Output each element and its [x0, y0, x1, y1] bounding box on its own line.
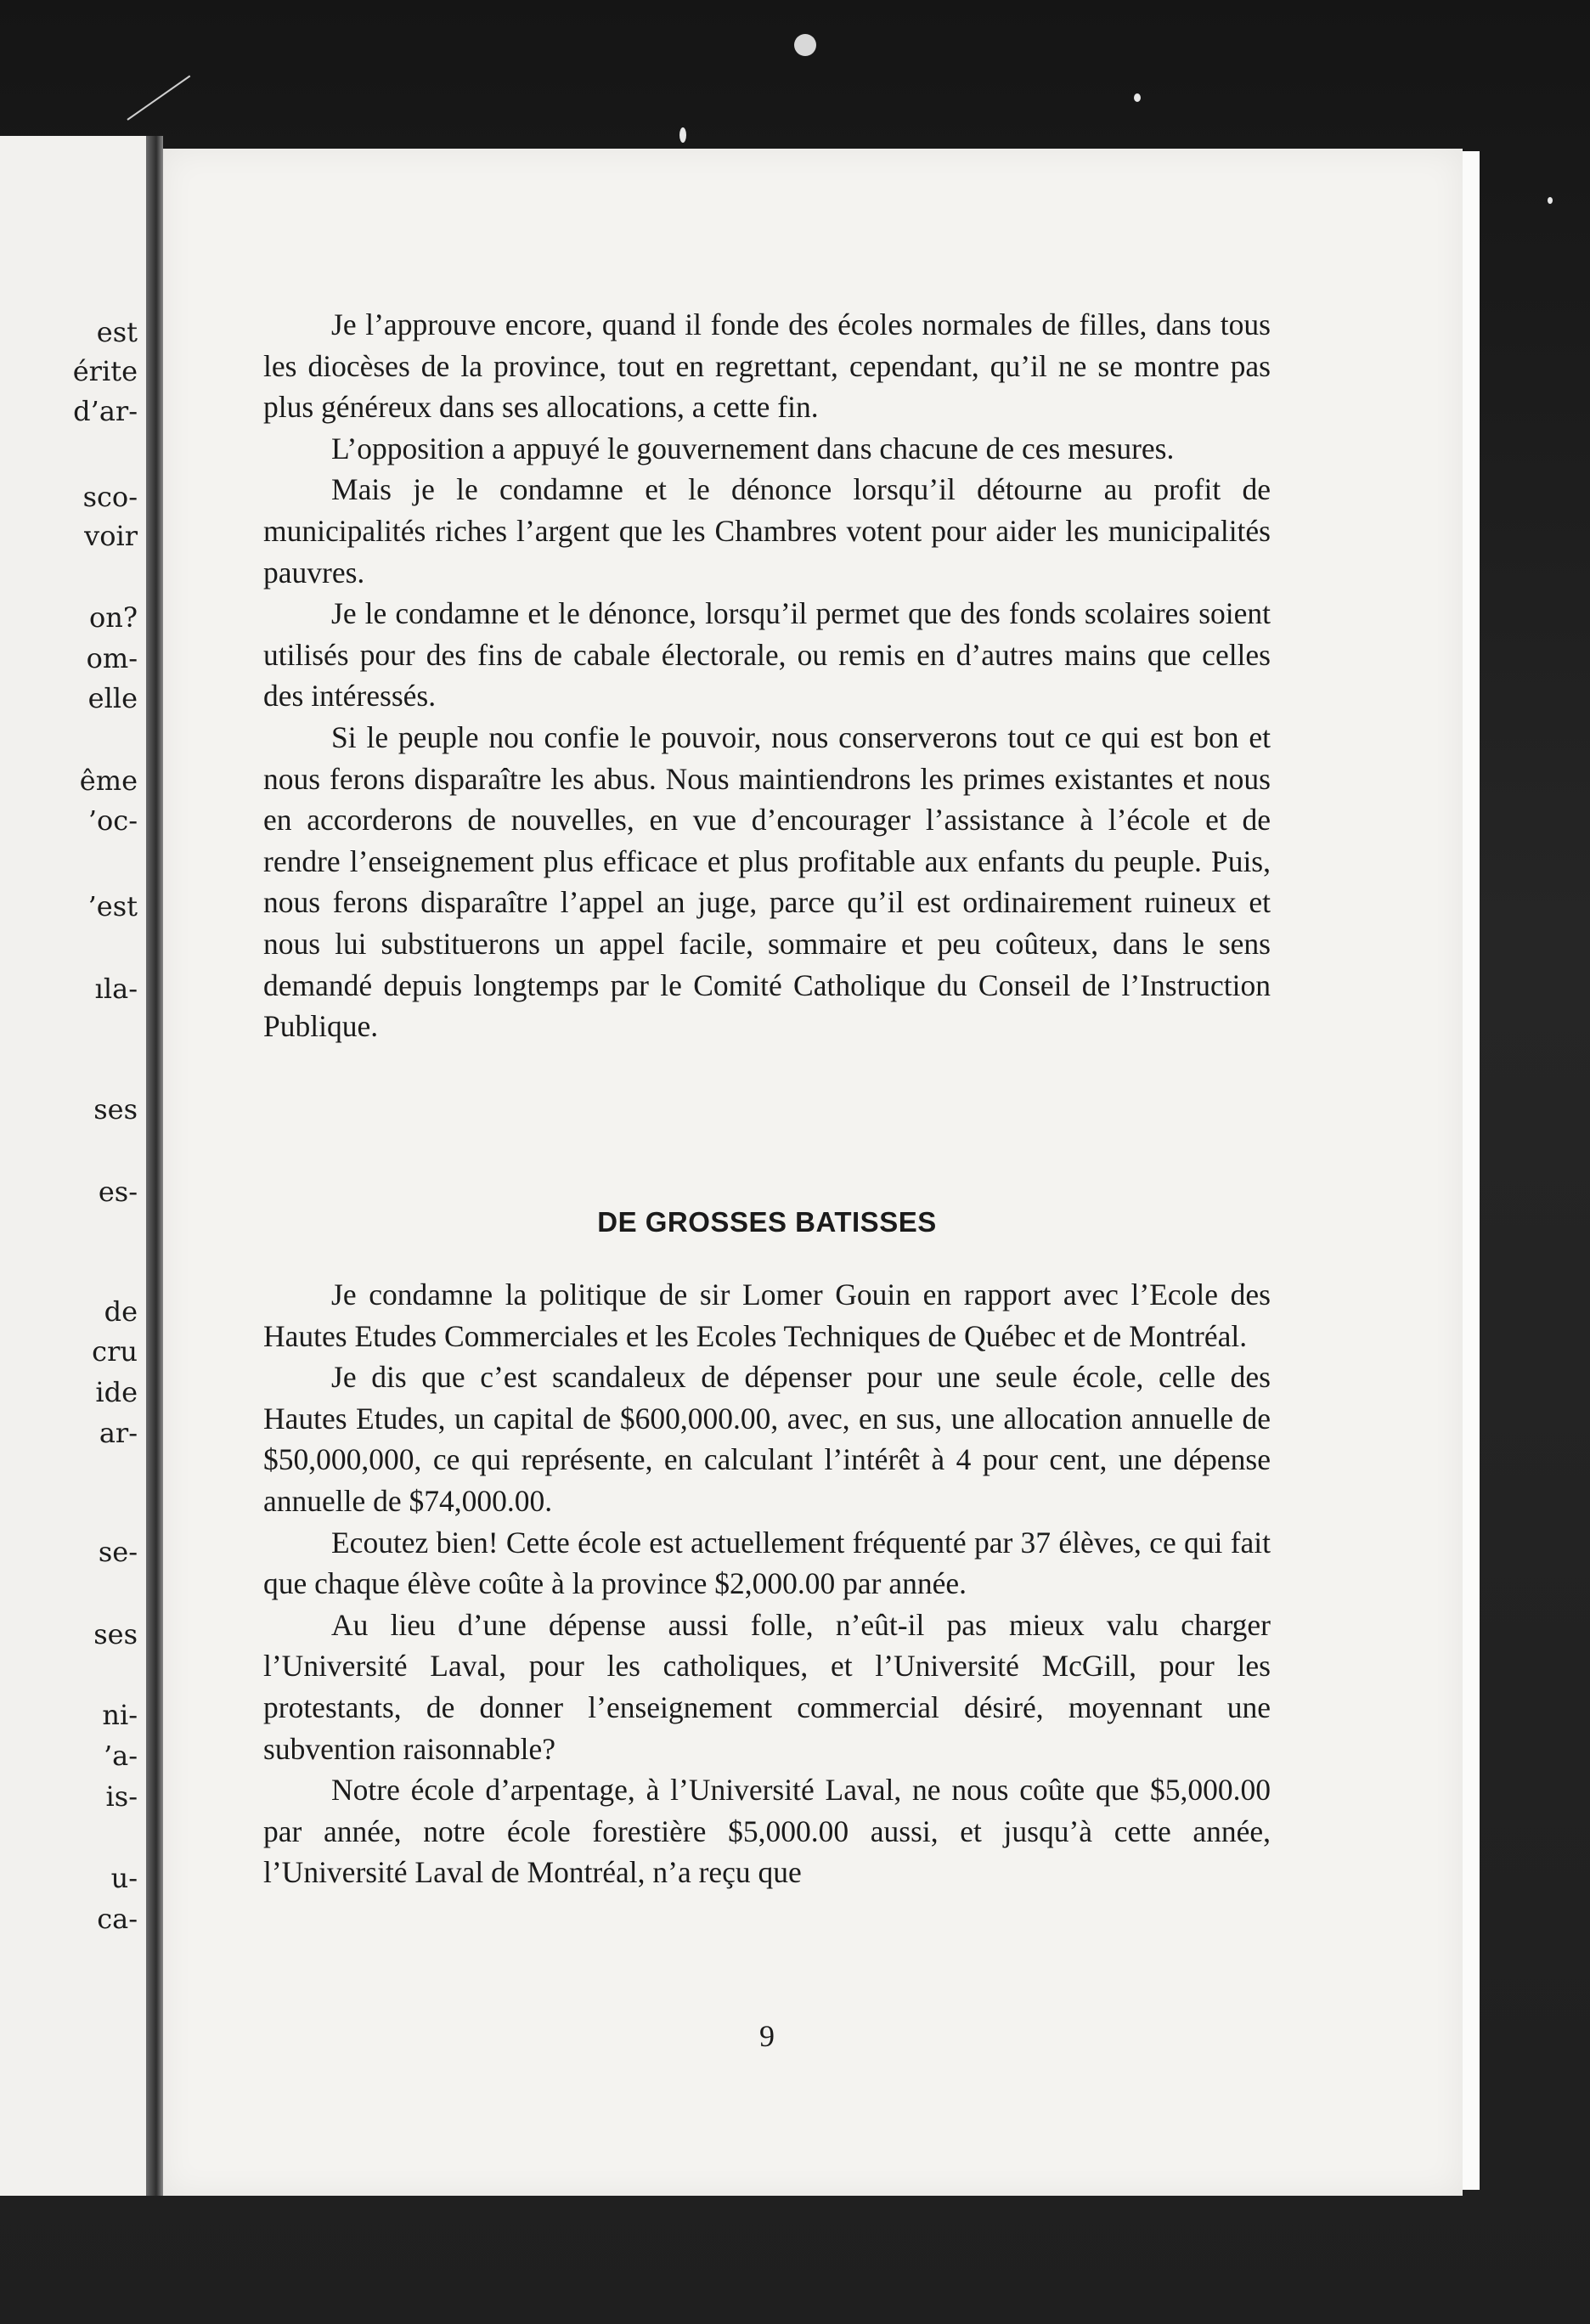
left-fragment: cru	[92, 1335, 138, 1368]
left-fragment: ca-	[97, 1903, 138, 1935]
left-fragment: est	[96, 316, 138, 348]
paragraph: Mais je le condamne et le dénonce lorsqu’il détourne au profit de municipalités riches l’argent que les Chambres votent pour aider les municipalités pauvres.	[263, 472, 1271, 589]
left-fragment: ’est	[87, 890, 138, 922]
left-fragment: ni-	[102, 1699, 138, 1731]
paragraph: Je le condamne et le dénonce, lorsqu’il permet que des fonds scolaires soient utilisés pour des fins de cabale électorale, ou remis en d’autres mains que celles des intéressés.	[263, 596, 1271, 714]
page-number: 9	[759, 2019, 775, 2053]
page-edge	[1463, 151, 1480, 2190]
left-fragment: es-	[98, 1176, 138, 1208]
section-heading: DE GROSSES BATISSES	[597, 1206, 937, 1238]
left-fragment: ar-	[99, 1417, 138, 1449]
paragraph: Si le peuple nou confie le pouvoir, nous conserverons tout ce qui est bon et nous ferons disparaître les abus. Nous maintiendrons les primes existantes et nous en accorderons de nouvelles, en vue d’encourager l’assistance à l’école et de rendre l’enseignement plus efficace et plus profitable aux enfants du peuple. Puis, nous ferons disparaître l’appel an juge, parce qu’il est ordinairement ruineux et nous lui substituerons un appel facile, sommaire et peu coûteux, dans le sens demandé depuis longtemps par le Comité Catholique du Conseil de l’Instruction Publique.	[263, 719, 1271, 1044]
left-fragment: is-	[105, 1780, 138, 1813]
left-fragment: sco-	[82, 481, 138, 513]
left-fragment: de	[104, 1295, 138, 1328]
paragraph: Je dis que c’est scandaleux de dépenser pour une seule école, celle des Hautes Etudes, un capital de $600,000.00, avec, en sus, une allocation annuelle de $50,000,000, ce qui représente, en calculant l’intérêt à 4 pour cent, une dépense annuelle de $74,000.00.	[263, 1360, 1271, 1518]
paragraph: L’opposition a appuyé le gouvernement dans chacune de ces mesures.	[331, 431, 1175, 465]
left-fragment: ’oc-	[87, 804, 138, 837]
left-page-fragment	[0, 136, 154, 2196]
left-fragment: ıla-	[94, 973, 138, 1005]
book-spine	[146, 136, 163, 2196]
left-fragment: on?	[88, 601, 138, 634]
left-fragment: érite	[72, 355, 138, 387]
left-fragment: elle	[87, 682, 138, 714]
scan-speck	[679, 127, 686, 143]
left-fragment: ême	[79, 764, 138, 797]
paragraph: Je l’approuve encore, quand il fonde des écoles normales de filles, dans tous les diocèses de la province, tout en regrettant, cependant, qu’il ne se montre pas plus généreux dans ses allocations, a cette fin.	[263, 307, 1271, 425]
left-fragment: ses	[93, 1618, 138, 1650]
body-text-bottom	[263, 1274, 1271, 1893]
left-fragment: ses	[93, 1093, 138, 1125]
left-fragment: ’a-	[103, 1740, 138, 1772]
left-fragment: se-	[98, 1536, 138, 1568]
left-fragment: ide	[95, 1376, 138, 1408]
paragraph: Notre école d’arpentage, à l’Université Laval, ne nous coûte que $5,000.00 par année, notre école forestière $5,000.00 aussi, et jusqu’à cette année, l’Université Laval de Montréal, n’a reçu que	[263, 1773, 1271, 1890]
body-text-top	[263, 304, 1271, 1047]
left-fragment: om-	[86, 642, 138, 674]
paragraph: Ecoutez bien! Cette école est actuellement fréquenté par 37 élèves, ce qui fait que chaque élève coûte à la province $2,000.00 par année.	[263, 1525, 1271, 1601]
left-fragment: voir	[84, 520, 138, 552]
paragraph: Au lieu d’une dépense aussi folle, n’eût-il pas mieux valu charger l’Université Laval, pour les catholiques, et l’Université McGill, pour les protestants, de donner l’enseignement commercial désiré, moyennant une subvention raisonnable?	[263, 1607, 1271, 1766]
scan-speck	[1134, 93, 1141, 102]
scan-speck	[1548, 197, 1553, 204]
left-fragment: d’ar-	[73, 395, 138, 427]
left-fragment: u-	[110, 1862, 138, 1894]
paragraph: Je condamne la politique de sir Lomer Gouin en rapport avec l’Ecole des Hautes Etudes Commerciales et les Ecoles Techniques de Québec et de Montréal.	[263, 1278, 1271, 1353]
scan-speck	[794, 34, 816, 56]
